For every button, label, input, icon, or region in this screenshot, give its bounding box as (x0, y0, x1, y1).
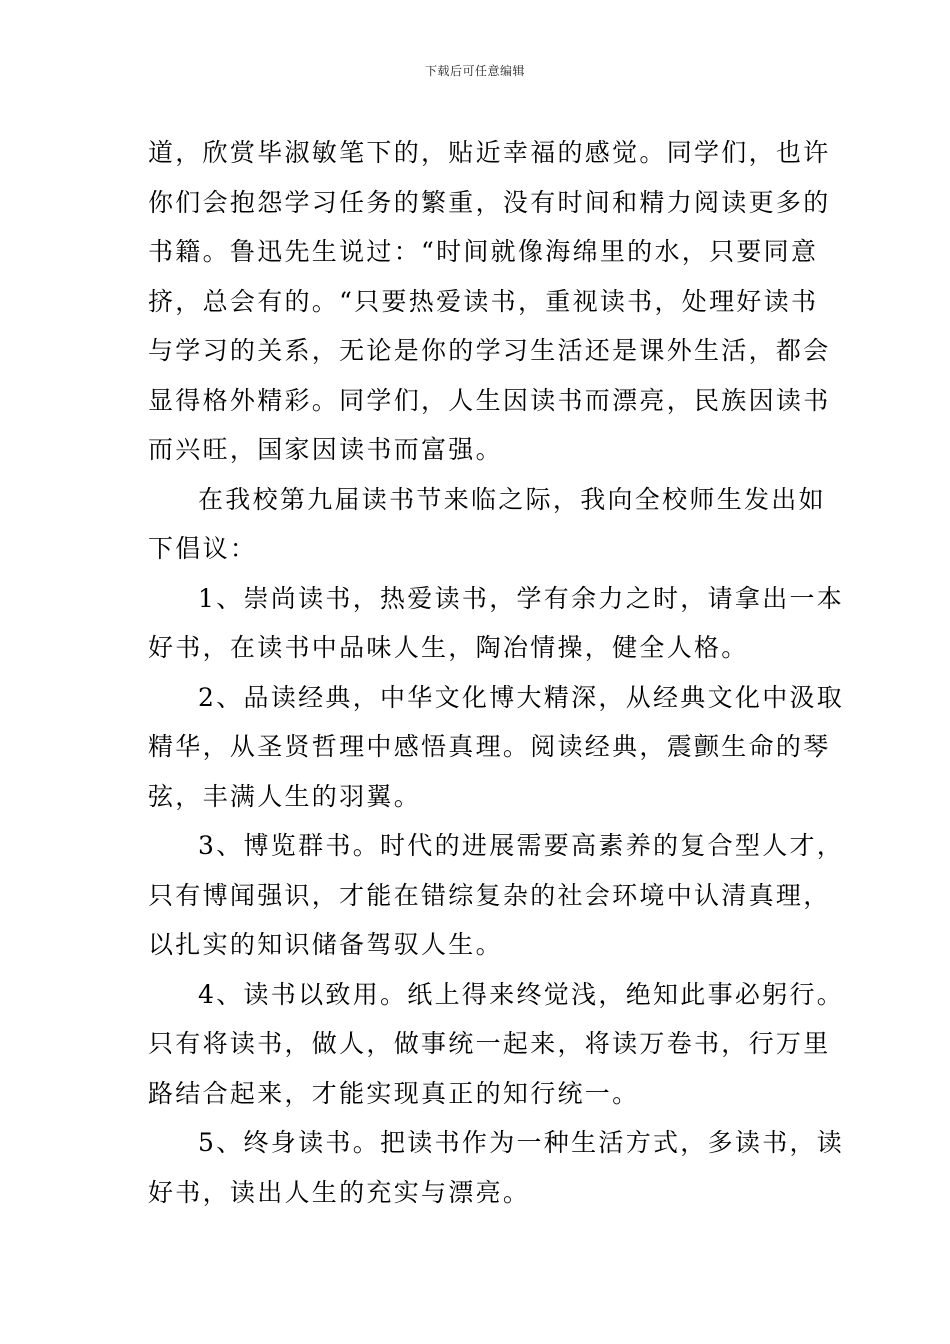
text-line: 3、博览群书。时代的进展需要高素养的复合型人才， (198, 831, 845, 860)
page-header-note: 下载后可任意编辑 (424, 64, 525, 78)
text-line: 在我校第九届读书节来临之际，我向全校师生发出如 (198, 484, 826, 514)
text-line: 下倡议： (148, 534, 258, 563)
proposal-item-4 (148, 970, 845, 1119)
text-line: 精华，从圣贤哲理中感悟真理。阅读经典，震颤生命的琴 (148, 732, 831, 761)
text-line: 而兴旺，国家因读书而富强。 (148, 435, 503, 464)
text-line: 只有博闻强识，才能在错综复杂的社会环境中认清真理， (148, 880, 831, 910)
paragraph-2 (148, 475, 826, 574)
text-line: 道，欣赏毕淑敏笔下的，贴近幸福的感觉。同学们，也许 (148, 138, 831, 167)
text-line: 好书，在读书中品味人生，陶冶情操，健全人格。 (148, 633, 749, 662)
proposal-item-3 (148, 821, 845, 970)
text-line: 书籍。鲁迅先生说过：“时间就像海绵里的水，只要同意 (148, 237, 819, 266)
text-line: 只有将读书，做人，做事统一起来，将读万卷书，行万里 (148, 1029, 831, 1058)
text-line: 弦，丰满人生的羽翼。 (148, 781, 422, 811)
proposal-item-1 (148, 574, 845, 673)
text-line: 你们会抱怨学习任务的繁重，没有时间和精力阅读更多的 (148, 187, 831, 217)
proposal-item-5 (148, 1118, 845, 1217)
text-line: 2、品读经典，中华文化博大精深，从经典文化中汲取 (198, 682, 845, 712)
document-body (148, 128, 845, 1217)
text-line: 以扎实的知识储备驾驭人生。 (148, 930, 503, 959)
text-line: 路结合起来，才能实现真正的知行统一。 (148, 1078, 640, 1108)
text-line: 挤，总会有的。“只要热爱读书，重视读书，处理好读书 (148, 286, 819, 316)
paragraph-1 (148, 128, 831, 475)
text-line: 5、终身读书。把读书作为一种生活方式，多读书，读 (198, 1128, 845, 1157)
text-line: 4、读书以致用。纸上得来终觉浅，绝知此事必躬行。 (198, 979, 845, 1009)
text-line: 显得格外精彩。同学们，人生因读书而漂亮，民族因读书 (148, 385, 831, 415)
proposal-item-2 (148, 673, 845, 822)
text-line: 好书，读出人生的充实与漂亮。 (148, 1177, 531, 1207)
text-line: 与学习的关系，无论是你的学习生活还是课外生活，都会 (148, 336, 831, 365)
text-line: 1、崇尚读书，热爱读书，学有余力之时，请拿出一本 (198, 583, 845, 613)
